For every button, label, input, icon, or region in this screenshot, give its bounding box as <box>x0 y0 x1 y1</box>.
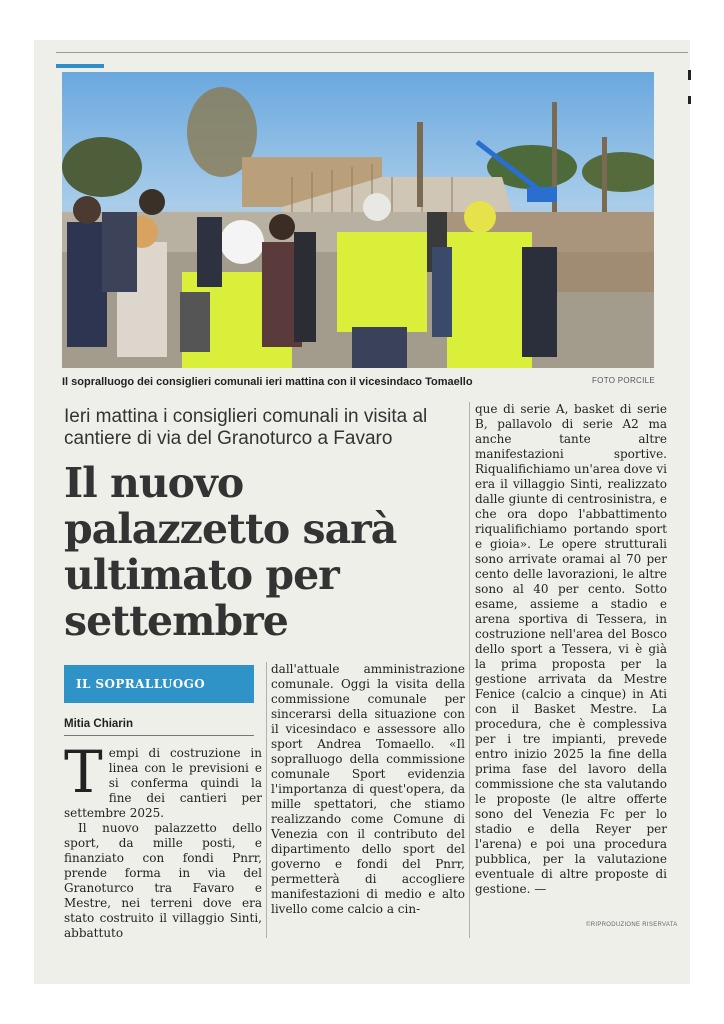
article-headline: Il nuovo palazzetto sarà ultimato per settembre <box>64 459 397 645</box>
byline-rule <box>64 735 254 736</box>
edge-mark <box>688 96 691 104</box>
author-byline: Mitia Chiarin <box>64 718 134 730</box>
column-divider <box>266 662 267 938</box>
edge-mark <box>688 70 691 80</box>
photo-caption: Il sopralluogo dei consiglieri comunali ieri mattina con il vicesindaco Tomaello <box>62 376 473 388</box>
article-column-1 <box>64 738 262 941</box>
photo-illustration <box>62 72 654 368</box>
article-column-3: que di serie A, basket di serie B, pallavolo di serie A2 ma anche tante altre manifestazioni sportive. Riqualifichiamo un'area dove vi era il villaggio Sinti, realizzato dalle giunte di centrosinistra, e che ora dopo l'abbattimento riqualifichiamo portando sport e gioia». Le opere strutturali sono arrivate oramai al 70 per cento delle lavorazioni, le altre sono al 40 per cento. Sotto esame, assieme a stadio e arena sportiva di Tessera, in costruzione nell'area del Bosco dello sport a Tessera, vi è già la prima proposta per la gestione arrivata da Mestre Fenice (calcio a cinque) in Ati con il Basket Mestre. La procedura, che è complessiva per i tre impianti, prevede entro inizio 2025 la fine della prima fase del lavoro della commissione che sta valutando le proposte (le altre offerte sono del Venezia Fc per lo stadio e della Reyer per l'arena) e poi una procedura pubblica, per la valutazione eventuale di altre proposte di gestione. — <box>475 402 667 896</box>
photo-credit: FOTO PORCILE <box>592 376 656 385</box>
article-subhead: Ieri mattina i consiglieri comunali in visita al cantiere di via del Granoturco a Favaro <box>64 406 428 449</box>
accent-bar <box>56 64 104 68</box>
article-column-2: dall'attuale amministrazione comunale. Oggi la visita della commissione comunale per sincerarsi della situazione con il vicesindaco e assessore allo sport Andrea Tomaello. «Il sopralluogo della commissione comunale Sport evidenzia l'importanza di quest'opera, da mille spettatori, che stiamo realizzando come Comune di Venezia con il contributo del dipartimento dello sport del governo e fondi del Pnrr, permetterà di accogliere manifestazioni di medio e alto livello come calcio a cin- <box>271 662 465 916</box>
site-visit-photo <box>62 72 654 368</box>
article-paragraph: Il nuovo palazzetto dello sport, da mille posti, e finanziato con fondi Pnrr, prende forma in via del Granoturco tra Favaro e Mestre, nei terreni dove era stato costruito il villaggio Sinti, abbattuto <box>64 821 262 940</box>
article-paragraph: empi di costruzione in linea con le previsioni e si conferma quindi la fine dei cantieri per settembre 2025. <box>64 746 262 820</box>
column-divider <box>469 402 470 938</box>
drop-cap: T <box>64 738 103 806</box>
top-rule <box>56 52 688 53</box>
copyright-notice: ©RIPRODUZIONE RISERVATA <box>586 922 678 928</box>
section-tag: IL SOPRALLUOGO <box>64 665 254 703</box>
